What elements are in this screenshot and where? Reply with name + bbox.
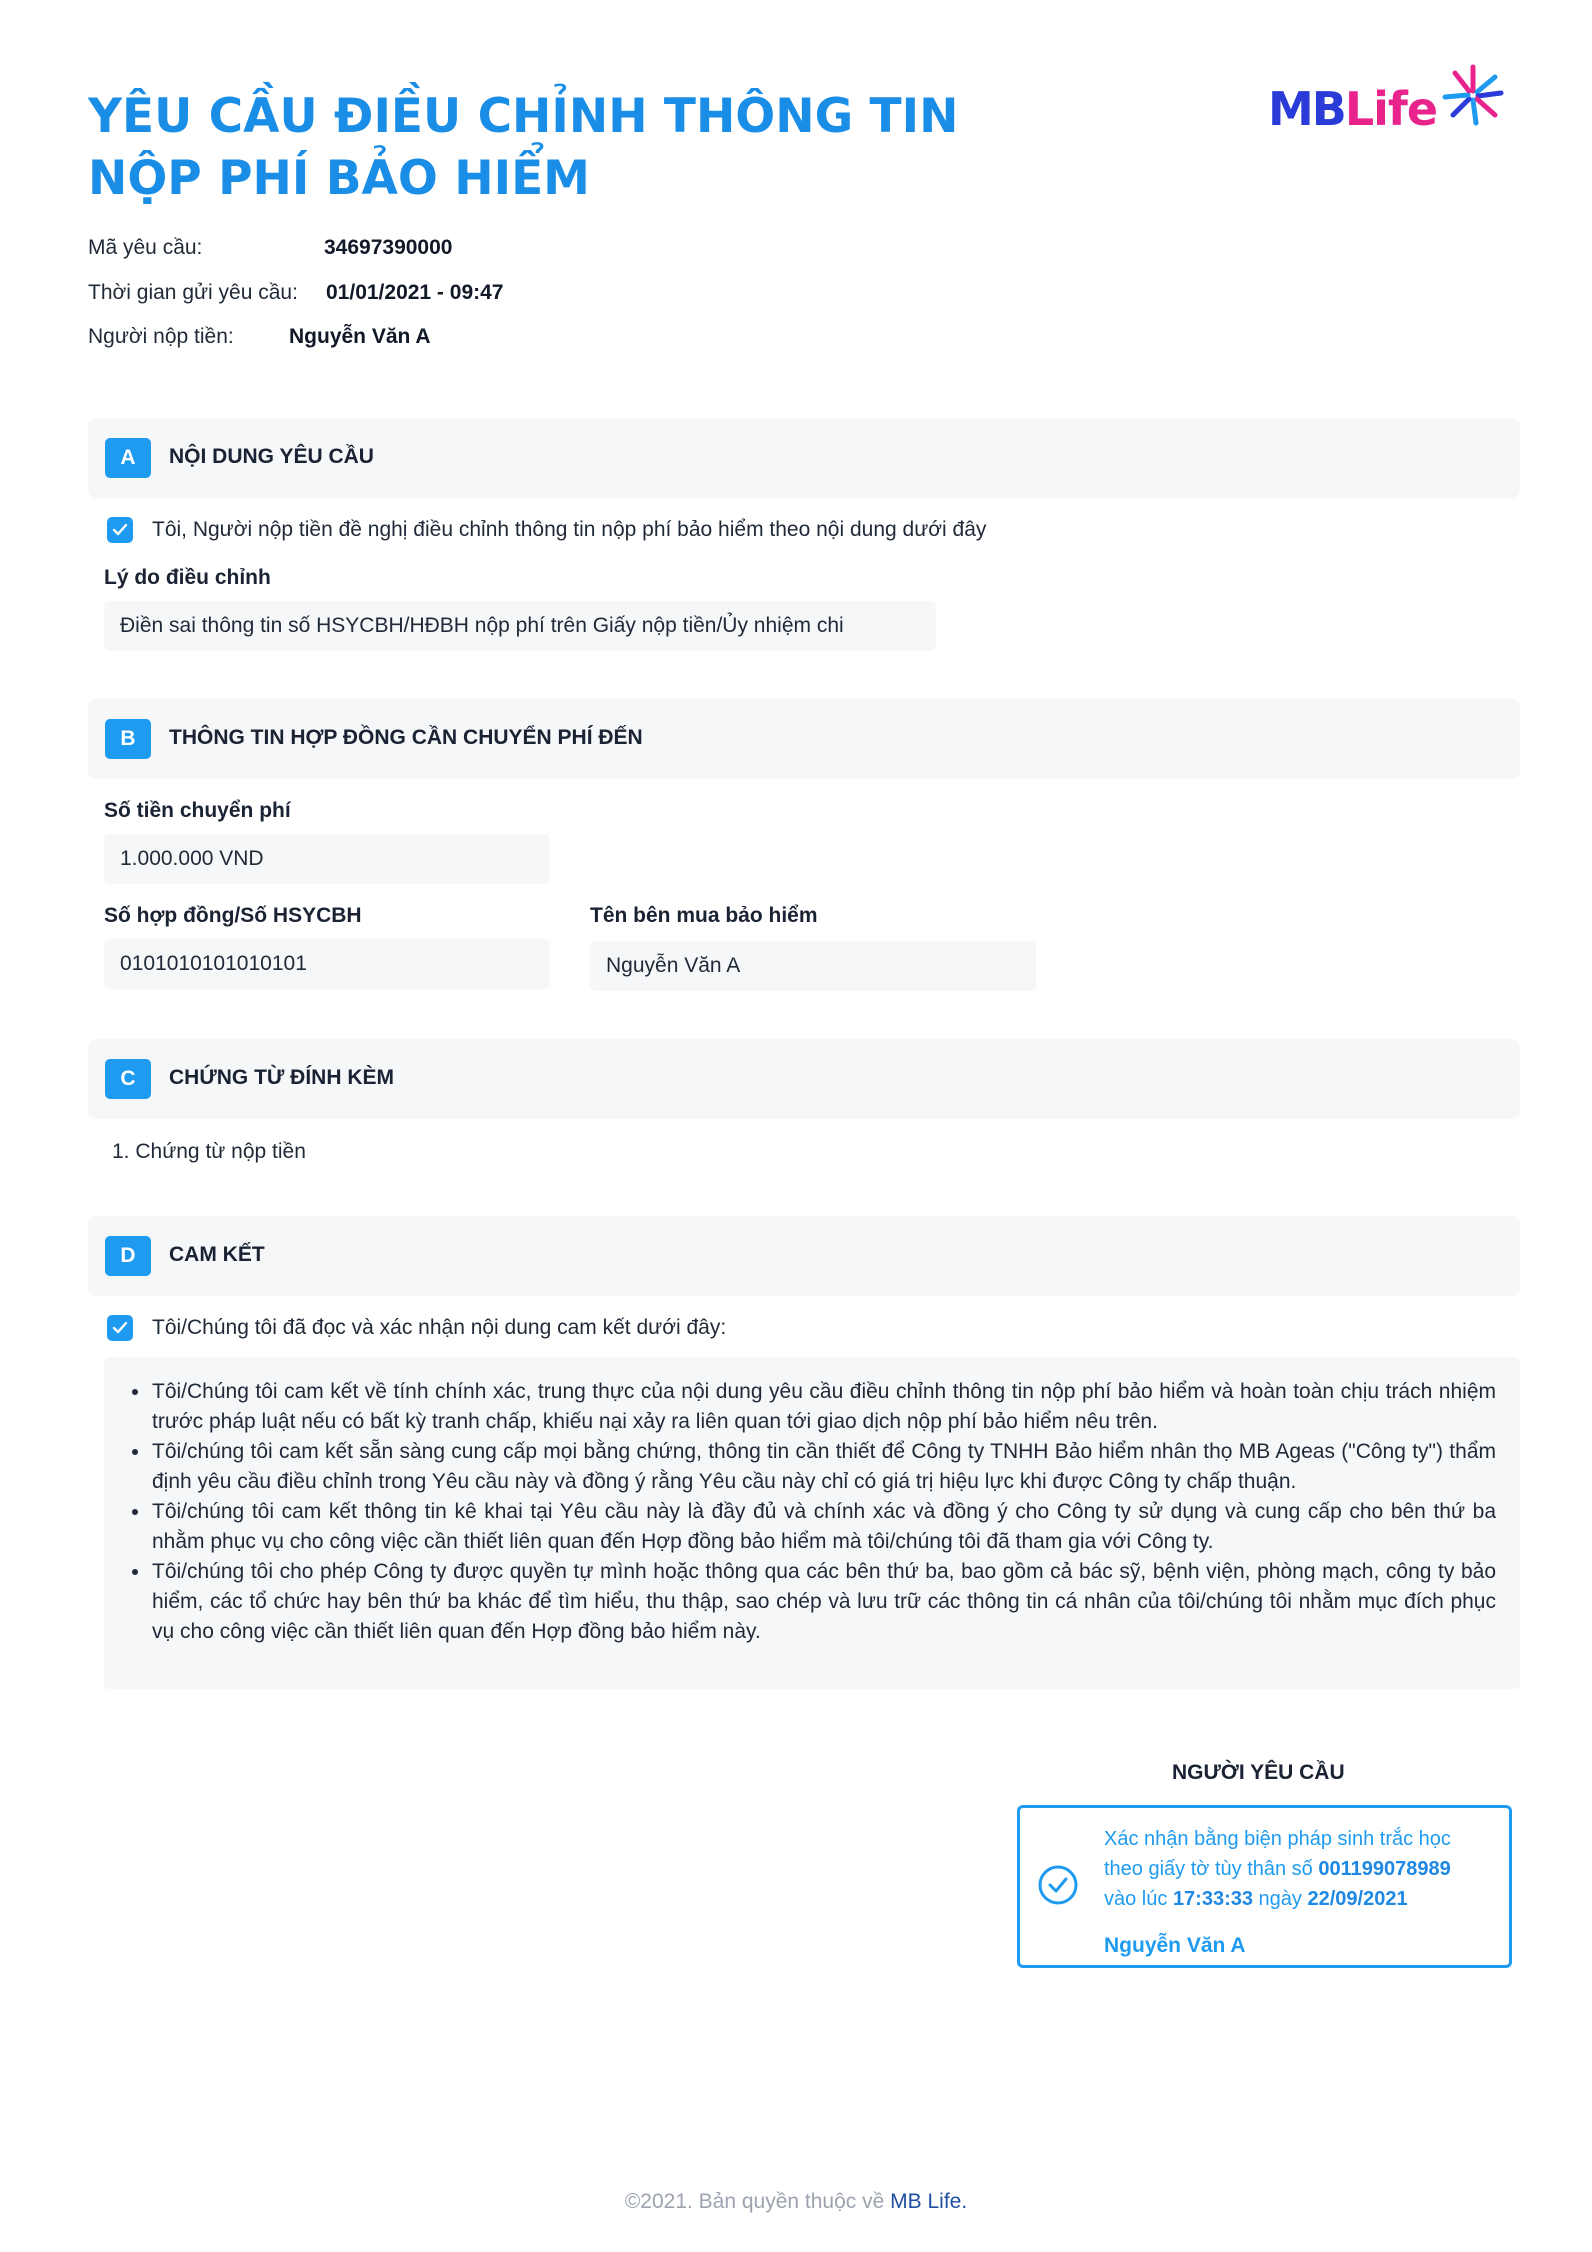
amount-field: 1.000.000 VND [104, 834, 550, 884]
request-code-row [88, 236, 453, 260]
commitment-item: Tôi/Chúng tôi cam kết về tính chính xác, trung thực của nội dung yêu cầu điều chỉnh thông tin nộp phí bảo hiểm và hoàn toàn chịu trách nhiệm trước pháp luật nếu có bất kỳ tranh chấp, khiếu nại xảy ra liên quan tới giao dịch nộp phí bảo hiểm nêu trên. [152, 1377, 1496, 1437]
signature-name: Nguyễn Văn A [1104, 1934, 1246, 1957]
commitment-list [152, 1377, 1496, 1647]
signature-text [1104, 1824, 1451, 1914]
copyright-footer [0, 2190, 1592, 2214]
copyright-text: ©2021. Bản quyền thuộc về [624, 2190, 891, 2213]
logo-life-text: Life [1344, 82, 1438, 136]
request-code-value: 34697390000 [324, 236, 453, 259]
sent-time-row [88, 281, 504, 305]
logo-starburst-icon [1438, 60, 1508, 130]
signature-date: 22/09/2021 [1307, 1888, 1408, 1910]
attachment-item[interactable]: 1. Chứng từ nộp tiền [112, 1140, 306, 1163]
reason-label: Lý do điều chỉnh [104, 566, 271, 589]
check-icon [112, 1321, 128, 1335]
signature-line-2 [1104, 1854, 1451, 1884]
payer-row [88, 325, 431, 349]
section-c-header [88, 1039, 1520, 1119]
section-a-checkbox[interactable] [107, 517, 133, 543]
contract-number-label: Số hợp đồng/Số HSYCBH [104, 904, 362, 927]
section-a-title: NỘI DUNG YÊU CẦU [169, 445, 374, 468]
section-b-header [88, 699, 1520, 779]
buyer-name-label: Tên bên mua bảo hiểm [590, 904, 818, 927]
check-icon [112, 523, 128, 537]
section-d-checkbox-label: Tôi/Chúng tôi đã đọc và xác nhận nội dung cam kết dưới đây: [152, 1316, 727, 1339]
logo-wordmark [1268, 84, 1437, 134]
mb-life-logo [1268, 60, 1508, 140]
reason-field: Điền sai thông tin số HSYCBH/HĐBH nộp phí trên Giấy nộp tiền/Ủy nhiệm chi [104, 601, 936, 651]
page-title [88, 86, 988, 210]
signature-line-1: Xác nhận bằng biện pháp sinh trắc học [1104, 1828, 1451, 1850]
signature-id-prefix: theo giấy tờ tùy thân số [1104, 1858, 1319, 1880]
payer-label: Người nộp tiền: [88, 325, 234, 348]
contract-number-field: 0101010101010101 [104, 939, 550, 989]
biometric-signature-box [1017, 1805, 1512, 1968]
requester-heading: NGƯỜI YÊU CẦU [1172, 1761, 1345, 1784]
check-circle-icon [1037, 1864, 1079, 1906]
signature-time-prefix: vào lúc [1104, 1888, 1173, 1910]
section-d-checkbox[interactable] [107, 1315, 133, 1341]
section-d-header [88, 1216, 1520, 1296]
signature-id-number: 001199078989 [1318, 1858, 1451, 1880]
request-code-label: Mã yêu cầu: [88, 236, 203, 259]
signature-date-prefix: ngày [1253, 1888, 1308, 1910]
section-c-badge: C [105, 1059, 151, 1099]
commitment-item: Tôi/chúng tôi cam kết sẵn sàng cung cấp mọi bằng chứng, thông tin cần thiết để Công ty TNHH Bảo hiểm nhân thọ MB Ageas ("Công ty") thẩm định yêu cầu điều chỉnh trong Yêu cầu này và đồng ý rằng Yêu cầu này chỉ có giá trị hiệu lực khi được Công ty chấp thuận. [152, 1437, 1496, 1497]
commitment-box [104, 1357, 1520, 1689]
section-b-badge: B [105, 719, 151, 759]
buyer-name-field: Nguyễn Văn A [590, 941, 1036, 991]
logo-mb-text: MB [1268, 82, 1345, 136]
page-title-line-1: YÊU CẦU ĐIỀU CHỈNH THÔNG TIN [88, 89, 959, 144]
sent-time-value: 01/01/2021 - 09:47 [326, 281, 504, 304]
section-d-title: CAM KẾT [169, 1243, 265, 1266]
section-c-title: CHỨNG TỪ ĐÍNH KÈM [169, 1066, 395, 1089]
copyright-brand: MB Life. [890, 2190, 968, 2213]
commitment-item: Tôi/chúng tôi cho phép Công ty được quyền tự mình hoặc thông qua các bên thứ ba, bao gồm cả bác sỹ, bệnh viện, phòng mạch, công ty bảo hiểm, các tổ chức hay bên thứ ba khác để tìm hiểu, thu thập, sao chép và lưu trữ các thông tin cá nhân của tôi/chúng tôi nhằm mục đích phục vụ cho công việc cần thiết liên quan đến Hợp đồng bảo hiểm này. [152, 1557, 1496, 1647]
sent-time-label: Thời gian gửi yêu cầu: [88, 281, 298, 304]
page-title-line-2: NỘP PHÍ BẢO HIỂM [88, 151, 590, 206]
payer-value: Nguyễn Văn A [289, 325, 431, 348]
amount-label: Số tiền chuyển phí [104, 799, 291, 822]
section-b-title: THÔNG TIN HỢP ĐỒNG CẦN CHUYỂN PHÍ ĐẾN [169, 726, 643, 749]
section-d-badge: D [105, 1236, 151, 1276]
section-a-badge: A [105, 438, 151, 478]
signature-line-3 [1104, 1884, 1451, 1914]
signature-time: 17:33:33 [1172, 1888, 1253, 1910]
section-a-header [88, 418, 1520, 498]
commitment-item: Tôi/chúng tôi cam kết thông tin kê khai tại Yêu cầu này là đầy đủ và chính xác và đồng ý cho Công ty sử dụng và cung cấp cho bên thứ ba nhằm phục vụ cho công việc cần thiết liên quan đến Hợp đồng bảo hiểm mà tôi/chúng tôi đã tham gia với Công ty. [152, 1497, 1496, 1557]
section-a-checkbox-label: Tôi, Người nộp tiền đề nghị điều chỉnh thông tin nộp phí bảo hiểm theo nội dung dưới đây [152, 518, 987, 541]
